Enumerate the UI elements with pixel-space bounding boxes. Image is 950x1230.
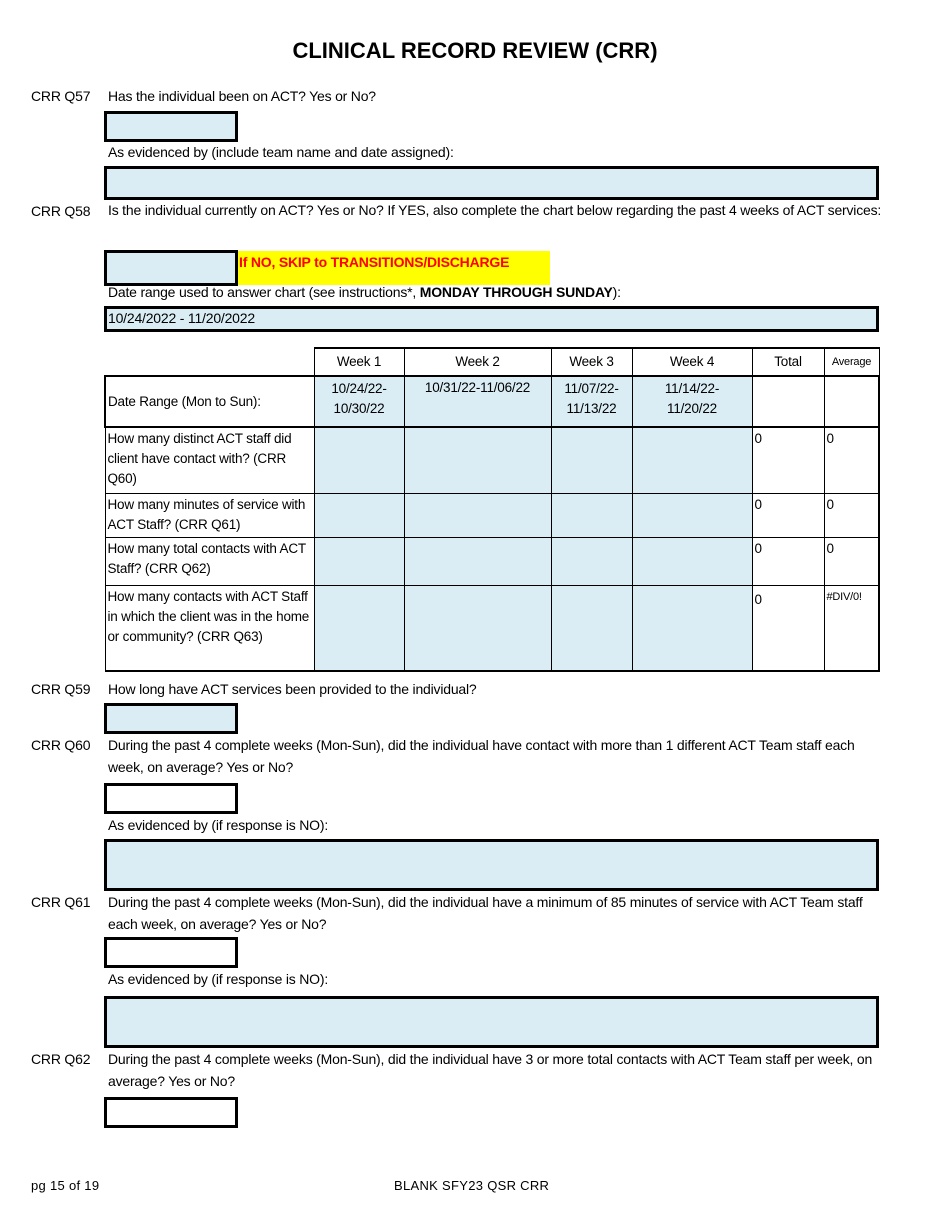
average-cell: 0: [824, 493, 879, 537]
week-4-cell[interactable]: [632, 585, 752, 671]
week-2-cell[interactable]: [404, 427, 551, 493]
q62-text: During the past 4 complete weeks (Mon-Sun), did the individual have 3 or more total contacts with ACT Team staff per week, on average? Yes or No?: [108, 1051, 873, 1089]
week-4-cell[interactable]: [632, 427, 752, 493]
week-2-cell[interactable]: [404, 585, 551, 671]
week-4-date-range[interactable]: 11/14/22-11/20/22: [632, 376, 752, 427]
q57-evidence-field[interactable]: [104, 166, 879, 200]
row-label: How many minutes of service with ACT Staff? (CRR Q61): [105, 493, 314, 537]
header-average: Average: [824, 348, 879, 376]
q62-answer-field[interactable]: [104, 1097, 238, 1128]
week-3-cell[interactable]: [551, 493, 632, 537]
q61-id: CRR Q61: [31, 894, 91, 910]
header-week-2: Week 2: [404, 348, 551, 376]
q59-text: How long have ACT services been provided to the individual?: [108, 681, 477, 697]
week-3-cell[interactable]: [551, 585, 632, 671]
date-range-field[interactable]: 10/24/2022 - 11/20/2022: [104, 306, 879, 332]
header-week-1: Week 1: [314, 348, 404, 376]
row-label: How many distinct ACT staff did client have contact with? (CRR Q60): [105, 427, 314, 493]
q58-id: CRR Q58: [31, 203, 91, 219]
week-3-cell[interactable]: [551, 427, 632, 493]
q58-text: Is the individual currently on ACT? Yes or No? If YES, also complete the chart below regarding the past 4 weeks of ACT services:: [108, 202, 882, 218]
average-cell: #DIV/0!: [824, 585, 879, 671]
act-services-table: [104, 347, 880, 672]
skip-warning: If NO, SKIP to TRANSITIONS/DISCHARGE: [237, 251, 550, 285]
q60-answer-field[interactable]: [104, 783, 238, 814]
week-1-cell[interactable]: [314, 427, 404, 493]
week-1-cell[interactable]: [314, 537, 404, 585]
q57-answer-field[interactable]: [104, 111, 238, 142]
total-cell: 0: [752, 493, 824, 537]
q61-answer-field[interactable]: [104, 937, 238, 968]
week-2-date-range[interactable]: 10/31/22-11/06/22: [404, 376, 551, 427]
week-2-cell[interactable]: [404, 537, 551, 585]
q57-text: Has the individual been on ACT? Yes or No?: [108, 88, 376, 104]
week-3-cell[interactable]: [551, 537, 632, 585]
q57-id: CRR Q57: [31, 88, 91, 104]
q59-answer-field[interactable]: [104, 703, 238, 734]
date-range-row-label: Date Range (Mon to Sun):: [105, 376, 314, 427]
week-1-cell[interactable]: [314, 585, 404, 671]
q59-id: CRR Q59: [31, 681, 91, 697]
week-2-cell[interactable]: [404, 493, 551, 537]
week-1-cell[interactable]: [314, 493, 404, 537]
header-week-3: Week 3: [551, 348, 632, 376]
q61-evidence-label: As evidenced by (if response is NO):: [108, 971, 329, 987]
document-name: BLANK SFY23 QSR CRR: [394, 1178, 550, 1193]
q61-text: During the past 4 complete weeks (Mon-Sun), did the individual have a minimum of 85 minutes of service with ACT Team staff each week, on average? Yes or No?: [108, 894, 863, 932]
q60-id: CRR Q60: [31, 737, 91, 753]
week-4-cell[interactable]: [632, 537, 752, 585]
q60-evidence-label: As evidenced by (if response is NO):: [108, 817, 329, 833]
row-label: How many contacts with ACT Staff in which the client was in the home or community? (CRR Q63): [105, 585, 314, 671]
header-week-4: Week 4: [632, 348, 752, 376]
page-number: pg 15 of 19: [31, 1178, 100, 1193]
row-label: How many total contacts with ACT Staff? (CRR Q62): [105, 537, 314, 585]
week-1-date-range[interactable]: 10/24/22-10/30/22: [314, 376, 404, 427]
q60-text: During the past 4 complete weeks (Mon-Sun), did the individual have contact with more than 1 different ACT Team staff each week, on average? Yes or No?: [108, 737, 855, 775]
average-cell: 0: [824, 537, 879, 585]
page-title: CLINICAL RECORD REVIEW (CRR): [292, 38, 658, 63]
average-cell: 0: [824, 427, 879, 493]
week-4-cell[interactable]: [632, 493, 752, 537]
q60-evidence-field[interactable]: [104, 839, 879, 891]
q62-id: CRR Q62: [31, 1051, 91, 1067]
q61-evidence-field[interactable]: [104, 996, 879, 1048]
date-range-label: Date range used to answer chart (see instructions*, MONDAY THROUGH SUNDAY):: [108, 284, 621, 300]
week-3-date-range[interactable]: 11/07/22-11/13/22: [551, 376, 632, 427]
header-total: Total: [752, 348, 824, 376]
total-cell: 0: [752, 537, 824, 585]
q57-evidence-label: As evidenced by (include team name and date assigned):: [108, 144, 454, 160]
total-cell: 0: [752, 427, 824, 493]
total-cell: 0: [752, 585, 824, 671]
